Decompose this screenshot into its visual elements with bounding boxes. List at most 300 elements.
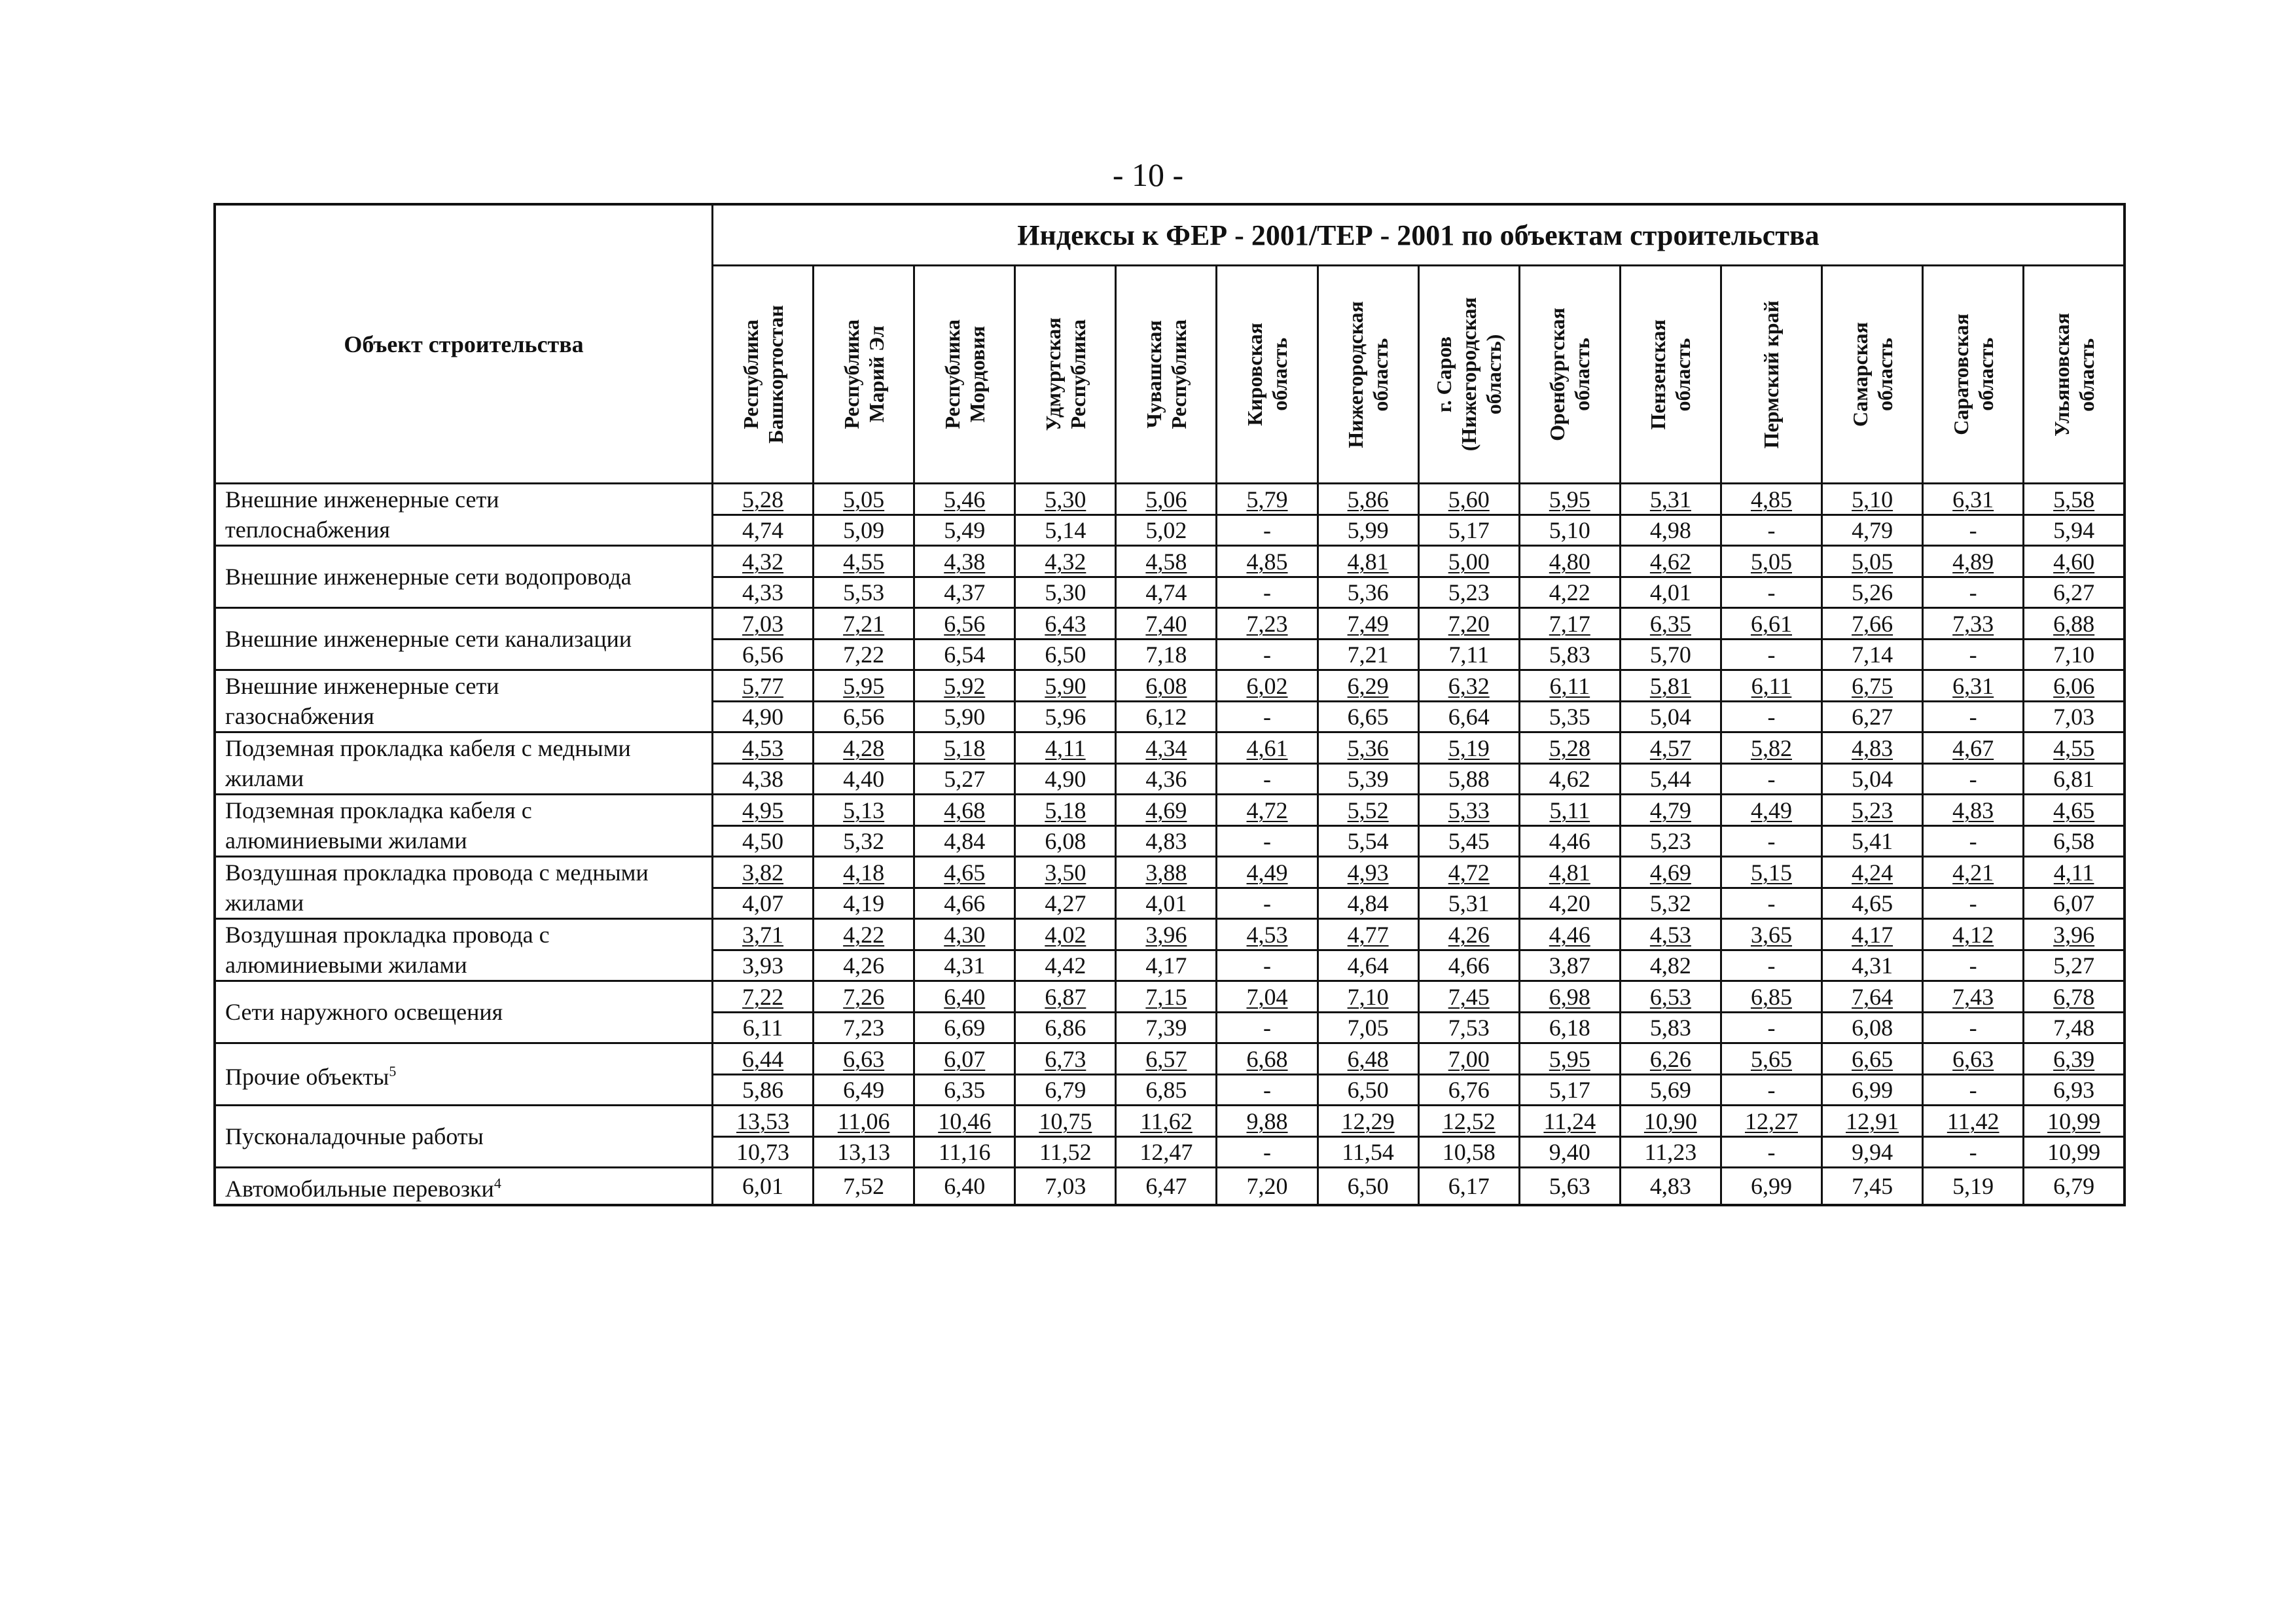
ter-index: 6,85 [1116, 1074, 1216, 1104]
index-cell [1217, 546, 1318, 608]
ter-index: - [1217, 949, 1317, 980]
index-cell [814, 732, 914, 795]
fer-index: 11,42 [1946, 1108, 2000, 1134]
ter-index: 4,66 [914, 887, 1014, 918]
fer-index: 7,03 [742, 610, 784, 637]
object-name-text: Воздушная прокладка провода с алюминиевыми жилами [225, 922, 550, 978]
index-cell: 6,40 [914, 1168, 1015, 1206]
index-cell [1418, 1106, 1519, 1168]
index-cell [1015, 857, 1116, 919]
ter-index: 5,27 [914, 763, 1014, 793]
index-cell: 7,52 [814, 1168, 914, 1206]
ter-index: 6,56 [814, 700, 914, 731]
fer-index: 6,29 [1347, 672, 1389, 699]
ter-index: 10,73 [713, 1136, 813, 1166]
index-cell [1418, 670, 1519, 732]
fer-index: 11,24 [1543, 1108, 1596, 1134]
index-cell [1620, 732, 1721, 795]
fer-index: 6,35 [1649, 610, 1691, 637]
index-cell [914, 1106, 1015, 1168]
index-cell [1418, 981, 1519, 1043]
ter-index: 5,02 [1116, 514, 1216, 545]
index-cell [2024, 795, 2125, 857]
index-cell [1318, 795, 1418, 857]
index-cell [1519, 981, 1620, 1043]
index-cell [914, 732, 1015, 795]
fer-index: 7,43 [1952, 983, 1994, 1010]
fer-index: 4,38 [944, 548, 986, 575]
index-cell [1620, 795, 1721, 857]
ter-index: 6,08 [1015, 825, 1115, 856]
fer-index: 5,58 [2053, 486, 2095, 513]
ter-index: 5,04 [1621, 700, 1721, 731]
ter-index: 7,21 [1318, 638, 1418, 669]
index-cell [1418, 857, 1519, 919]
index-cell [713, 484, 814, 546]
index-cell [2024, 732, 2125, 795]
fer-index: 4,55 [2053, 734, 2095, 761]
ter-index: - [1721, 1136, 1821, 1166]
fer-index: 5,95 [1549, 486, 1590, 513]
ter-index: 5,41 [1822, 825, 1922, 856]
ter-index: 5,23 [1621, 825, 1721, 856]
ter-index: 7,48 [2024, 1011, 2124, 1042]
index-cell [1923, 795, 2024, 857]
ter-index: 6,76 [1419, 1074, 1519, 1104]
region-header [1318, 266, 1418, 484]
region-label: Оренбургская область [1545, 308, 1594, 441]
fer-index: 6,43 [1045, 610, 1086, 637]
fer-index: 4,65 [944, 859, 986, 886]
index-cell [1116, 732, 1217, 795]
index-cell [814, 608, 914, 670]
ter-index: - [1721, 949, 1821, 980]
index-cell: 7,45 [1822, 1168, 1923, 1206]
index-cell [2024, 670, 2125, 732]
fer-index: 4,22 [843, 921, 885, 948]
fer-index: 7,20 [1448, 610, 1490, 637]
index-cell [1822, 919, 1923, 981]
index-cell [1418, 795, 1519, 857]
page-number: - 10 - [1112, 156, 1184, 193]
index-cell [1822, 546, 1923, 608]
index-cell [1318, 981, 1418, 1043]
ter-index: 6,18 [1520, 1011, 1620, 1042]
index-cell [1822, 484, 1923, 546]
index-cell [2024, 1043, 2125, 1106]
index-cell [1015, 484, 1116, 546]
ter-index: 6,65 [1318, 700, 1418, 731]
index-cell [1519, 608, 1620, 670]
index-cell [1217, 795, 1318, 857]
ter-index: 4,27 [1015, 887, 1115, 918]
ter-index: 5,94 [2024, 514, 2124, 545]
ter-index: - [1721, 1011, 1821, 1042]
ter-index: - [1923, 825, 2023, 856]
index-cell [2024, 608, 2125, 670]
ter-index: - [1923, 1136, 2023, 1166]
ter-index: 6,49 [814, 1074, 914, 1104]
index-cell: 5,63 [1519, 1168, 1620, 1206]
fer-index: 3,65 [1750, 921, 1792, 948]
ter-index: 4,50 [713, 825, 813, 856]
fer-index: 5,00 [1448, 548, 1490, 575]
ter-index: 6,99 [1822, 1074, 1922, 1104]
ter-index: 4,36 [1116, 763, 1216, 793]
region-header [814, 266, 914, 484]
ter-index: 4,79 [1822, 514, 1922, 545]
fer-index: 5,82 [1750, 734, 1792, 761]
index-cell [1822, 795, 1923, 857]
index-cell [713, 1106, 814, 1168]
index-cell [914, 1043, 1015, 1106]
index-cell [1217, 608, 1318, 670]
index-cell [1620, 546, 1721, 608]
fer-index: 5,15 [1750, 859, 1792, 886]
index-cell [1721, 670, 1821, 732]
fer-index: 3,88 [1145, 859, 1187, 886]
ter-index: 4,22 [1520, 576, 1620, 607]
index-cell [2024, 484, 2125, 546]
ter-index: 5,32 [814, 825, 914, 856]
ter-index: 4,01 [1621, 576, 1721, 607]
region-label: Кировская область [1243, 323, 1292, 426]
index-cell: 7,03 [1015, 1168, 1116, 1206]
main-header: Индексы к ФЕР - 2001/ТЕР - 2001 по объектам строительства [713, 204, 2125, 266]
index-cell [713, 795, 814, 857]
fer-index: 4,17 [1852, 921, 1893, 948]
fer-index: 6,06 [2053, 672, 2095, 699]
ter-index: - [1217, 887, 1317, 918]
ter-index: - [1923, 514, 2023, 545]
index-cell [1822, 608, 1923, 670]
index-cell [914, 795, 1015, 857]
fer-index: 5,33 [1448, 797, 1490, 823]
fer-index: 4,32 [742, 548, 784, 575]
ter-index: 5,36 [1318, 576, 1418, 607]
ter-index: 4,38 [713, 763, 813, 793]
index-cell [1418, 484, 1519, 546]
ter-index: 6,27 [1822, 700, 1922, 731]
fer-index: 4,49 [1750, 797, 1792, 823]
fer-index: 7,64 [1852, 983, 1893, 1010]
object-name [215, 981, 713, 1043]
index-cell [2024, 546, 2125, 608]
index-cell [713, 1043, 814, 1106]
ter-index: 10,99 [2024, 1136, 2124, 1166]
fer-index: 6,44 [742, 1045, 784, 1072]
fer-index: 7,45 [1448, 983, 1490, 1010]
fer-index: 13,53 [736, 1108, 790, 1134]
fer-index: 5,28 [742, 486, 784, 513]
ter-index: - [1923, 887, 2023, 918]
ter-index: 4,46 [1520, 825, 1620, 856]
ter-index: 6,12 [1116, 700, 1216, 731]
ter-index: - [1721, 576, 1821, 607]
fer-index: 5,10 [1852, 486, 1893, 513]
fer-index: 6,98 [1549, 983, 1590, 1010]
index-cell [2024, 981, 2125, 1043]
index-cell [1116, 981, 1217, 1043]
index-cell [1015, 919, 1116, 981]
fer-index: 4,53 [742, 734, 784, 761]
fer-index: 6,63 [1952, 1045, 1994, 1072]
object-name-text: Сети наружного освещения [225, 999, 503, 1025]
ter-index: 5,49 [914, 514, 1014, 545]
fer-index: 4,57 [1649, 734, 1691, 761]
fer-index: 5,19 [1448, 734, 1490, 761]
index-cell [1519, 670, 1620, 732]
table-row [215, 919, 2125, 981]
ter-index: 6,27 [2024, 576, 2124, 607]
index-cell [1116, 1106, 1217, 1168]
ter-index: 6,81 [2024, 763, 2124, 793]
table-row [215, 1168, 2125, 1206]
ter-index: 6,11 [713, 1011, 813, 1042]
fer-index: 6,68 [1246, 1045, 1288, 1072]
ter-index: 5,23 [1419, 576, 1519, 607]
fer-index: 6,31 [1952, 486, 1994, 513]
fer-index: 3,96 [1145, 921, 1187, 948]
fer-index: 7,17 [1549, 610, 1590, 637]
ter-index: - [1217, 1074, 1317, 1104]
ter-index: - [1923, 576, 2023, 607]
index-cell [1015, 981, 1116, 1043]
table-row [215, 1106, 2125, 1168]
index-cell [713, 670, 814, 732]
fer-index: 7,66 [1852, 610, 1893, 637]
ter-index: 4,64 [1318, 949, 1418, 980]
index-cell [914, 484, 1015, 546]
ter-index: 10,58 [1419, 1136, 1519, 1166]
table-row [215, 795, 2125, 857]
ter-index: - [1721, 825, 1821, 856]
index-cell [1519, 1106, 1620, 1168]
object-name-text: Автомобильные перевозки [225, 1176, 494, 1202]
index-cell [1620, 1106, 1721, 1168]
ter-index: - [1923, 1011, 2023, 1042]
ter-index: 6,93 [2024, 1074, 2124, 1104]
fer-index: 7,00 [1448, 1045, 1490, 1072]
fer-index: 4,69 [1145, 797, 1187, 823]
region-header [1116, 266, 1217, 484]
fer-index: 4,85 [1246, 548, 1288, 575]
fer-index: 5,05 [1852, 548, 1893, 575]
fer-index: 3,96 [2053, 921, 2095, 948]
index-cell [1318, 1106, 1418, 1168]
fer-index: 7,40 [1145, 610, 1187, 637]
index-cell [1217, 857, 1318, 919]
ter-index: - [1217, 576, 1317, 607]
ter-index: 6,69 [914, 1011, 1014, 1042]
ter-index: 5,69 [1621, 1074, 1721, 1104]
fer-index: 4,85 [1750, 486, 1792, 513]
index-cell [1721, 732, 1821, 795]
index-cell [1721, 981, 1821, 1043]
index-cell: 7,20 [1217, 1168, 1318, 1206]
fer-index: 6,07 [944, 1045, 986, 1072]
fer-index: 6,11 [1549, 672, 1590, 699]
index-cell [1015, 608, 1116, 670]
ter-index: - [1923, 638, 2023, 669]
fer-index: 6,85 [1750, 983, 1792, 1010]
index-cell [1318, 1043, 1418, 1106]
region-header [1923, 266, 2024, 484]
fer-index: 4,72 [1246, 797, 1288, 823]
fer-index: 11,62 [1140, 1108, 1193, 1134]
ter-index: 4,31 [914, 949, 1014, 980]
index-cell [1721, 795, 1821, 857]
ter-index: 4,98 [1621, 514, 1721, 545]
ter-index: 6,58 [2024, 825, 2124, 856]
ter-index: 5,30 [1015, 576, 1115, 607]
ter-index: 7,14 [1822, 638, 1922, 669]
object-name-text: Подземная прокладка кабеля с медными жилами [225, 735, 631, 791]
ter-index: 5,31 [1419, 887, 1519, 918]
fer-index: 5,05 [1750, 548, 1792, 575]
fer-index: 4,67 [1952, 734, 1994, 761]
index-cell [713, 732, 814, 795]
ter-index: 5,83 [1621, 1011, 1721, 1042]
ter-index: 9,94 [1822, 1136, 1922, 1166]
ter-index: 4,31 [1822, 949, 1922, 980]
fer-index: 5,65 [1750, 1045, 1792, 1072]
table-row [215, 546, 2125, 608]
fer-index: 4,55 [843, 548, 885, 575]
ter-index: 11,16 [914, 1136, 1014, 1166]
index-cell [1116, 795, 1217, 857]
fer-index: 4,77 [1347, 921, 1389, 948]
ter-index: 7,39 [1116, 1011, 1216, 1042]
index-cell [814, 795, 914, 857]
ter-index: 5,09 [814, 514, 914, 545]
object-name-text: Внешние инженерные сети теплоснабжения [225, 486, 499, 543]
ter-index: - [1721, 1074, 1821, 1104]
ter-index: - [1923, 700, 2023, 731]
index-cell [914, 919, 1015, 981]
fer-index: 4,83 [1952, 797, 1994, 823]
index-cell [2024, 919, 2125, 981]
fer-index: 5,13 [843, 797, 885, 823]
ter-index: 4,84 [914, 825, 1014, 856]
fer-index: 4,81 [1549, 859, 1590, 886]
fer-index: 5,46 [944, 486, 986, 513]
index-cell: 6,79 [2024, 1168, 2125, 1206]
ter-index: 4,82 [1621, 949, 1721, 980]
fer-index: 4,93 [1347, 859, 1389, 886]
fer-index: 6,48 [1347, 1045, 1389, 1072]
table-row [215, 981, 2125, 1043]
ter-index: 4,40 [814, 763, 914, 793]
ter-index: 5,39 [1318, 763, 1418, 793]
index-cell [1822, 732, 1923, 795]
index-cell [1721, 919, 1821, 981]
ter-index: 4,17 [1116, 949, 1216, 980]
index-cell [1923, 732, 2024, 795]
index-cell [1923, 981, 2024, 1043]
fer-index: 10,99 [2047, 1108, 2101, 1134]
ter-index: 6,64 [1419, 700, 1519, 731]
object-name [215, 608, 713, 670]
index-cell [1721, 484, 1821, 546]
ter-index: 5,27 [2024, 949, 2124, 980]
index-cell [2024, 857, 2125, 919]
fer-index: 12,52 [1442, 1108, 1496, 1134]
index-cell [1822, 670, 1923, 732]
index-cell [713, 981, 814, 1043]
region-header [1822, 266, 1923, 484]
fer-index: 6,87 [1045, 983, 1086, 1010]
fer-index: 10,90 [1643, 1108, 1697, 1134]
fer-index: 5,30 [1045, 486, 1086, 513]
index-cell: 6,01 [713, 1168, 814, 1206]
index-cell: 6,50 [1318, 1168, 1418, 1206]
index-cell [713, 919, 814, 981]
index-cell [1015, 732, 1116, 795]
region-header [1015, 266, 1116, 484]
fer-index: 6,40 [944, 983, 986, 1010]
index-cell [1217, 981, 1318, 1043]
fer-index: 12,27 [1744, 1108, 1798, 1134]
fer-index: 6,78 [2053, 983, 2095, 1010]
ter-index: 4,84 [1318, 887, 1418, 918]
index-cell [2024, 1106, 2125, 1168]
index-cell [1318, 732, 1418, 795]
fer-index: 4,65 [2053, 797, 2095, 823]
index-cell [914, 608, 1015, 670]
fer-index: 4,95 [742, 797, 784, 823]
ter-index: 5,54 [1318, 825, 1418, 856]
ter-index: 4,62 [1520, 763, 1620, 793]
ter-index: 7,03 [2024, 700, 2124, 731]
fer-index: 7,21 [843, 610, 885, 637]
fer-index: 6,11 [1751, 672, 1792, 699]
index-cell [814, 857, 914, 919]
fer-index: 5,79 [1246, 486, 1288, 513]
fer-index: 4,81 [1347, 548, 1389, 575]
object-name [215, 546, 713, 608]
fer-index: 7,33 [1952, 610, 1994, 637]
index-cell [814, 919, 914, 981]
object-name-text: Пусконаладочные работы [225, 1123, 484, 1149]
fer-index: 4,61 [1246, 734, 1288, 761]
ter-index: 4,01 [1116, 887, 1216, 918]
fer-index: 7,10 [1347, 983, 1389, 1010]
fer-index: 4,79 [1649, 797, 1691, 823]
index-cell [713, 608, 814, 670]
ter-index: 13,13 [814, 1136, 914, 1166]
fer-index: 7,15 [1145, 983, 1187, 1010]
ter-index: 6,86 [1015, 1011, 1115, 1042]
fer-index: 10,75 [1039, 1108, 1092, 1134]
fer-index: 3,71 [742, 921, 784, 948]
fer-index: 4,46 [1549, 921, 1590, 948]
ter-index: 5,99 [1318, 514, 1418, 545]
fer-index: 5,18 [944, 734, 986, 761]
object-name [215, 732, 713, 795]
ter-index: 7,11 [1419, 638, 1519, 669]
ter-index: 4,42 [1015, 949, 1115, 980]
index-cell [1620, 981, 1721, 1043]
fer-index: 5,90 [1045, 672, 1086, 699]
object-name-text: Подземная прокладка кабеля с алюминиевыми жилами [225, 797, 532, 854]
ter-index: 4,65 [1822, 887, 1922, 918]
object-name-text: Внешние инженерные сети водопровода [225, 564, 632, 590]
table-row [215, 484, 2125, 546]
fer-index: 4,72 [1448, 859, 1490, 886]
index-cell [1822, 981, 1923, 1043]
ter-index: 12,47 [1116, 1136, 1216, 1166]
